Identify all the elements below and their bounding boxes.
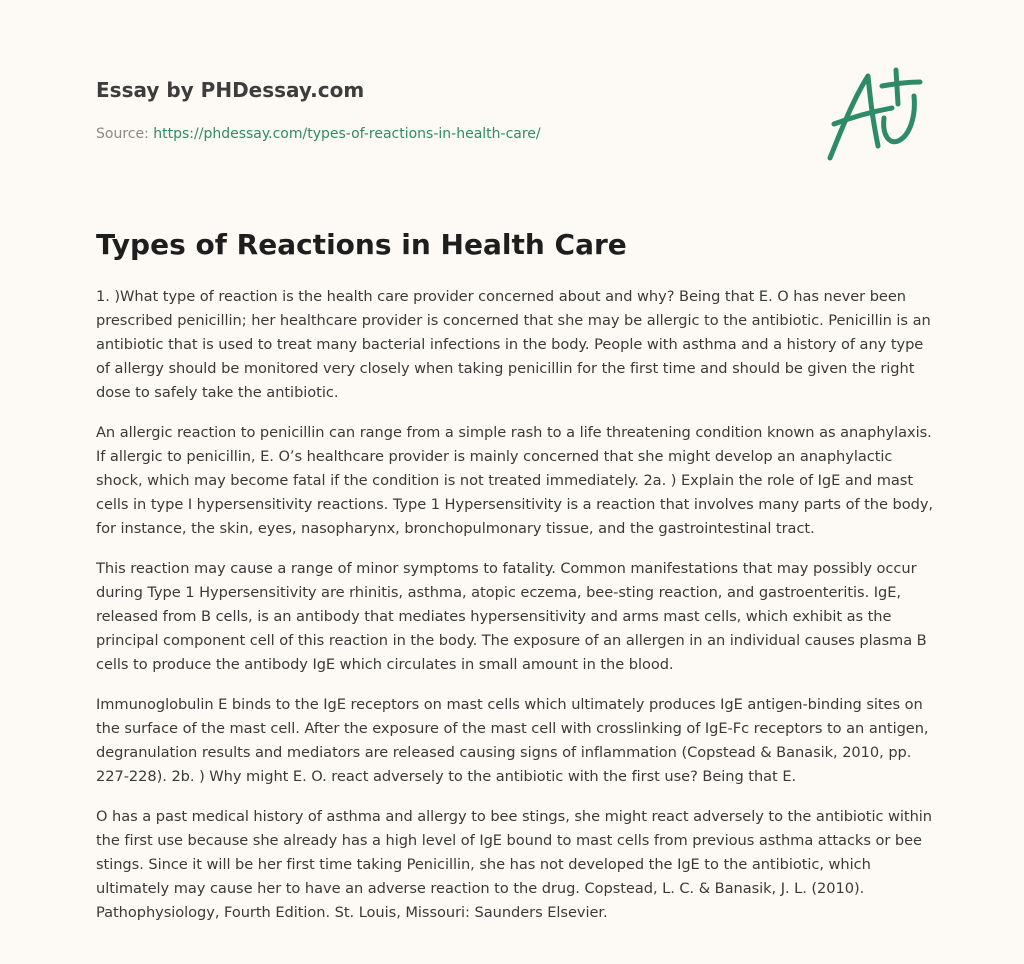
page-header — [96, 76, 928, 144]
essay-title: Types of Reactions in Health Care — [96, 228, 627, 261]
essay-paragraph: Immunoglobulin E binds to the IgE receptors on mast cells which ultimately produces IgE antigen-binding sites on the surface of the mast cell. After the exposure of the mast cell with crosslinking of IgE-Fc receptors to an antigen, degranulation results and mediators are released causing signs of inflammation (Copstead & Banasik, 2010, pp. 227-228). 2b. ) Why might E. O. react adversely to the antibiotic with the first use? Being that E. — [96, 696, 929, 785]
source-line — [96, 124, 928, 144]
essay-paragraph: O has a past medical history of asthma and allergy to bee stings, she might react adversely to the antibiotic within the first use because she already has a high level of IgE bound to mast cells from previous asthma attacks or bee stings. Since it will be her first time taking Penicillin, she has not developed the IgE to the antibiotic, which ultimately may cause her to have an adverse reaction to the drug. Copstead, L. C. & Banasik, J. L. (2010). Pathophysiology, Fourth Edition. St. Louis, Missouri: Saunders Elsevier. — [96, 808, 933, 921]
source-link[interactable]: https://phdessay.com/types-of-reactions-in-health-care/ — [153, 126, 541, 142]
essay-paragraph: 1. )What type of reaction is the health care provider concerned about and why? Being that E. O has never been prescribed penicillin; her healthcare provider is concerned that she may be allergic to the antibiotic. Penicillin is an antibiotic that is used to treat many bacterial infections in the body. People with asthma and a history of any type of allergy should be monitored very closely when taking penicillin for the first time and should be given the right dose to safely take the antibiotic. — [96, 288, 931, 401]
essay-paragraph: An allergic reaction to penicillin can range from a simple rash to a life threatening condition known as anaphylaxis. If allergic to penicillin, E. O’s healthcare provider is mainly concerned that she might develop an anaphylactic shock, which may become fatal if the condition is not treated immediately. 2a. ) Explain the role of IgE and mast cells in type I hypersensitivity reactions. Type 1 Hypersensitivity is a reaction that involves many parts of the body, for instance, the skin, eyes, nasopharynx, bronchopulmonary tissue, and the gastrointestinal tract. — [96, 424, 933, 537]
site-title: Essay by PHDessay.com — [96, 78, 365, 102]
essay-paragraph: This reaction may cause a range of minor symptoms to fatality. Common manifestations that may possibly occur during Type 1 Hypersensitivity are rhinitis, asthma, atopic eczema, bee-sting reaction, and gastroenteritis. IgE, released from B cells, is an antibody that mediates hypersensitivity and arms mast cells, which exhibit as the principal component cell of this reaction in the body. The exposure of an allergen in an individual causes plasma B cells to produce the antibody IgE which circulates in small amount in the blood. — [96, 560, 927, 673]
a-plus-logo-icon — [820, 66, 932, 166]
source-label: Source: — [96, 126, 149, 142]
essay-body — [96, 285, 938, 941]
